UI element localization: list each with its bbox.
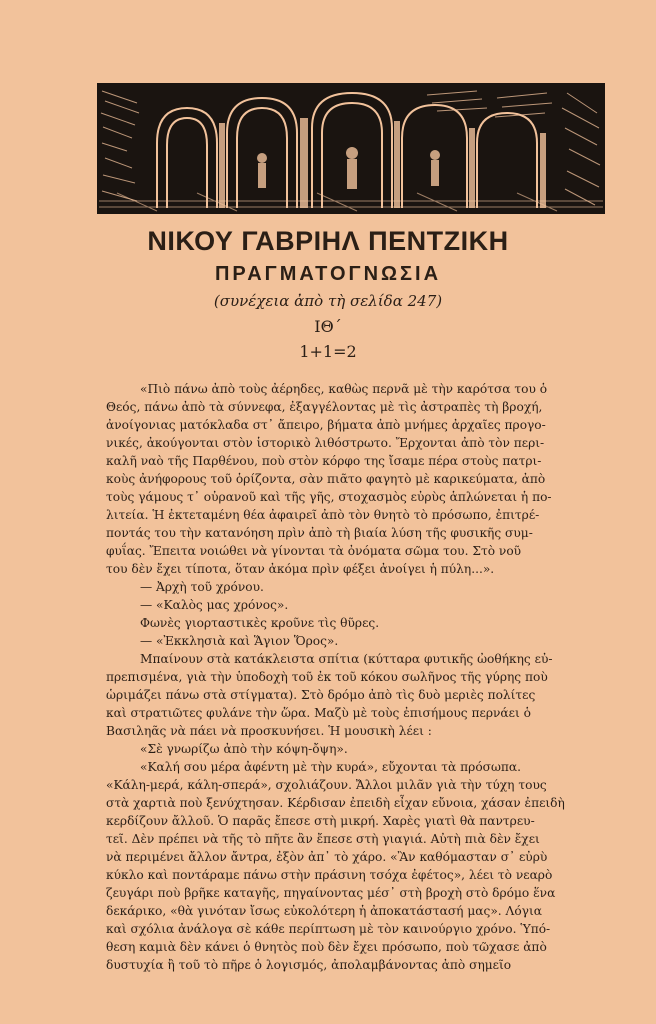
dialogue-line: — «Καλὸς μας χρόνος». (140, 598, 289, 612)
body-line: νικές, ἀκούγονται στὸν ἱστορικὸ λιθόστρωτο. Ἔρχονται ἀπὸ τὸν περι- (106, 436, 545, 450)
woodcut-svg (97, 83, 605, 214)
body-line: νὰ περιμένει ἄλλον ἄντρα, ἐξὸν ἀπ᾽ τὸ χάρο. «Ἂν καθόμασταν σ᾽ εὐρὺ (106, 850, 548, 864)
chapter-heading: 1+1=2 (299, 342, 357, 361)
dialogue-line: — «Ἐκκλησιὰ καὶ Ἅγιον Ὅρος». (140, 634, 339, 648)
body-line: ποντάς του τὴν κατανόηση πρὶν ἀπὸ τὴ βιαία λύση τῆς φυσικῆς συμ- (106, 526, 533, 540)
continuation-note: (συνέχεια ἀπὸ τὴ σελίδα 247) (213, 292, 443, 310)
body-line: κοὺς ἀνήφορους τοῦ ὁρίζοντα, σὰν πιᾶτο φαγητὸ μὲ καρικεύματα, ἀπὸ (106, 472, 546, 486)
dialogue-line: — Ἀρχὴ τοῦ χρόνου. (140, 580, 264, 594)
body-line: καὶ σχόλια ἀνάλογα σὲ κάθε περίπτωση μὲ τὸν καινούργιο χρόνο. Ὑπό- (106, 922, 551, 936)
body-line: ὡριμάζει πάνω στὰ στίγματα). Στὸ δρόμο ἀπὸ τὶς δυὸ μεριὲς πολίτες (106, 688, 536, 702)
body-line: «Σὲ γνωρίζω ἀπὸ τὴν κόψη-ὄψη». (140, 742, 348, 756)
body-line: του δὲν ἔχει τίποτα, ὅταν ἀκόμα πρὶν φέξει ἀνοίγει ἡ πύλη...». (106, 562, 495, 576)
author-name: ΝΙΚΟΥ ΓΑΒΡΙΗΛ ΠΕΝΤΖΙΚΗ (147, 226, 509, 256)
body-line: στὰ χαρτιὰ ποὺ ξενύχτησαν. Κέρδισαν ἐπειδὴ εἶχαν εὔνοια, χάσαν ἐπειδὴ (106, 796, 565, 810)
body-line: «Κάλη-μερά, κάλη-σπερά», σχολιάζουν. Ἄλλοι μιλᾶν γιὰ τὴν τύχη τους (106, 778, 547, 792)
body-line: Θεός, πάνω ἀπὸ τὰ σύννεφα, ἐξαγγέλοντας μὲ τὶς ἀστραπὲς τὴ βροχή, (106, 400, 543, 414)
body-line: τοὺς γάμους τ᾽ οὐρανοῦ καὶ τῆς γῆς, στοχασμὸς εὐρὺς ἁπλώνεται ἡ πο- (106, 490, 552, 504)
body-line: Φωνὲς γιορταστικὲς κροῦνε τὶς θῦρες. (140, 616, 380, 630)
body-line: πρεπισμένα, γιὰ τὴν ὑποδοχὴ τοῦ ἐκ τοῦ κόκου σωλῆνος τῆς γύρης ποὺ (106, 670, 548, 684)
body-line: καλῆ ναὸ τῆς Παρθένου, ποὺ στὸν κόρφο της ἴσαμε πέρα στοὺς πατρι- (106, 454, 542, 468)
article-body (106, 380, 626, 974)
body-line: Βασιληᾶς νὰ πάει νὰ προσκυνήσει. Ἡ μουσικὴ λέει : (106, 724, 432, 738)
body-line: «Πιὸ πάνω ἀπὸ τοὺς ἀέρηδες, καθὼς περνᾶ μὲ τὴν καρότσα του ὁ (140, 382, 548, 396)
body-line: κύκλο καὶ ποντάραμε πάνω στὴν πράσινη τσόχα ἐφέτος», λέει τὸ νεαρὸ (106, 868, 553, 882)
body-line: φυΐας. Ἔπειτα νοιώθει νὰ γίνονται τὰ ὀνόματα σῶμα του. Στὸ νοῦ (106, 544, 522, 558)
body-line: τεῖ. Δὲν πρέπει νὰ τῆς τὸ πῆτε ἂν ἔπεσε στὴ γιαγιά. Αὐτὴ πιὰ δὲν ἔχει (106, 832, 540, 846)
body-line: «Καλή σου μέρα ἀφέντη μὲ τὴν κυρά», εὔχονται τὰ πρόσωπα. (140, 760, 522, 774)
body-line: θεση καμιὰ δὲν κάνει ὁ θνητὸς ποὺ δὲν ἔχει πρόσωπο, ποὺ τῶχασε ἀπὸ (106, 940, 547, 954)
body-line: δυστυχία ἢ τοῦ τὸ πῆρε ὁ λογισμός, ἀπολαμβάνοντας ἀπὸ σημεῖο (106, 958, 512, 972)
body-line: κερδίζουν ἄλλοῦ. Ὁ παρᾶς ἔπεσε στὴ μικρή. Χαρὲς γιατὶ θὰ παντρευ- (106, 814, 535, 828)
body-line: λιτεία. Ἡ ἐκτεταμένη θέα ἀφαιρεῖ ἀπὸ τὸν θνητὸ τὸ πρόσωπο, ἐπιτρέ- (106, 508, 540, 522)
chapter-number: ΙΘ΄ (314, 317, 342, 336)
body-line: Μπαίνουν στὰ κατάκλειστα σπίτια (κύτταρα φυτικῆς ὠοθήκης εὐ- (140, 652, 553, 666)
woodcut-illustration (97, 83, 605, 214)
body-line: καὶ στρατιῶτες φυλάνε τὴν ὥρα. Μαζὺ μὲ τοὺς ἐπισήμους περνάει ὁ (106, 706, 531, 720)
body-line: δεκάρικο, «θὰ γινόταν ἴσως εὐκολότερη ἡ ἀποκατάστασή μας». Λόγια (106, 904, 542, 918)
body-line: ζευγάρι ποὺ βρῆκε καταγῆς, πηγαίνοντας μέσ᾽ στὴ βροχὴ στὸ δρόμο ἕνα (106, 886, 556, 900)
article-title: ΠΡΑΓΜΑΤΟΓΝΩΣΙΑ (214, 263, 442, 285)
body-line: ἀνοίγονιας ματόκλαδα στ᾽ ἄπειρο, βήματα ἀπὸ μνήμες ἀρχαῖες προγο- (106, 418, 546, 432)
